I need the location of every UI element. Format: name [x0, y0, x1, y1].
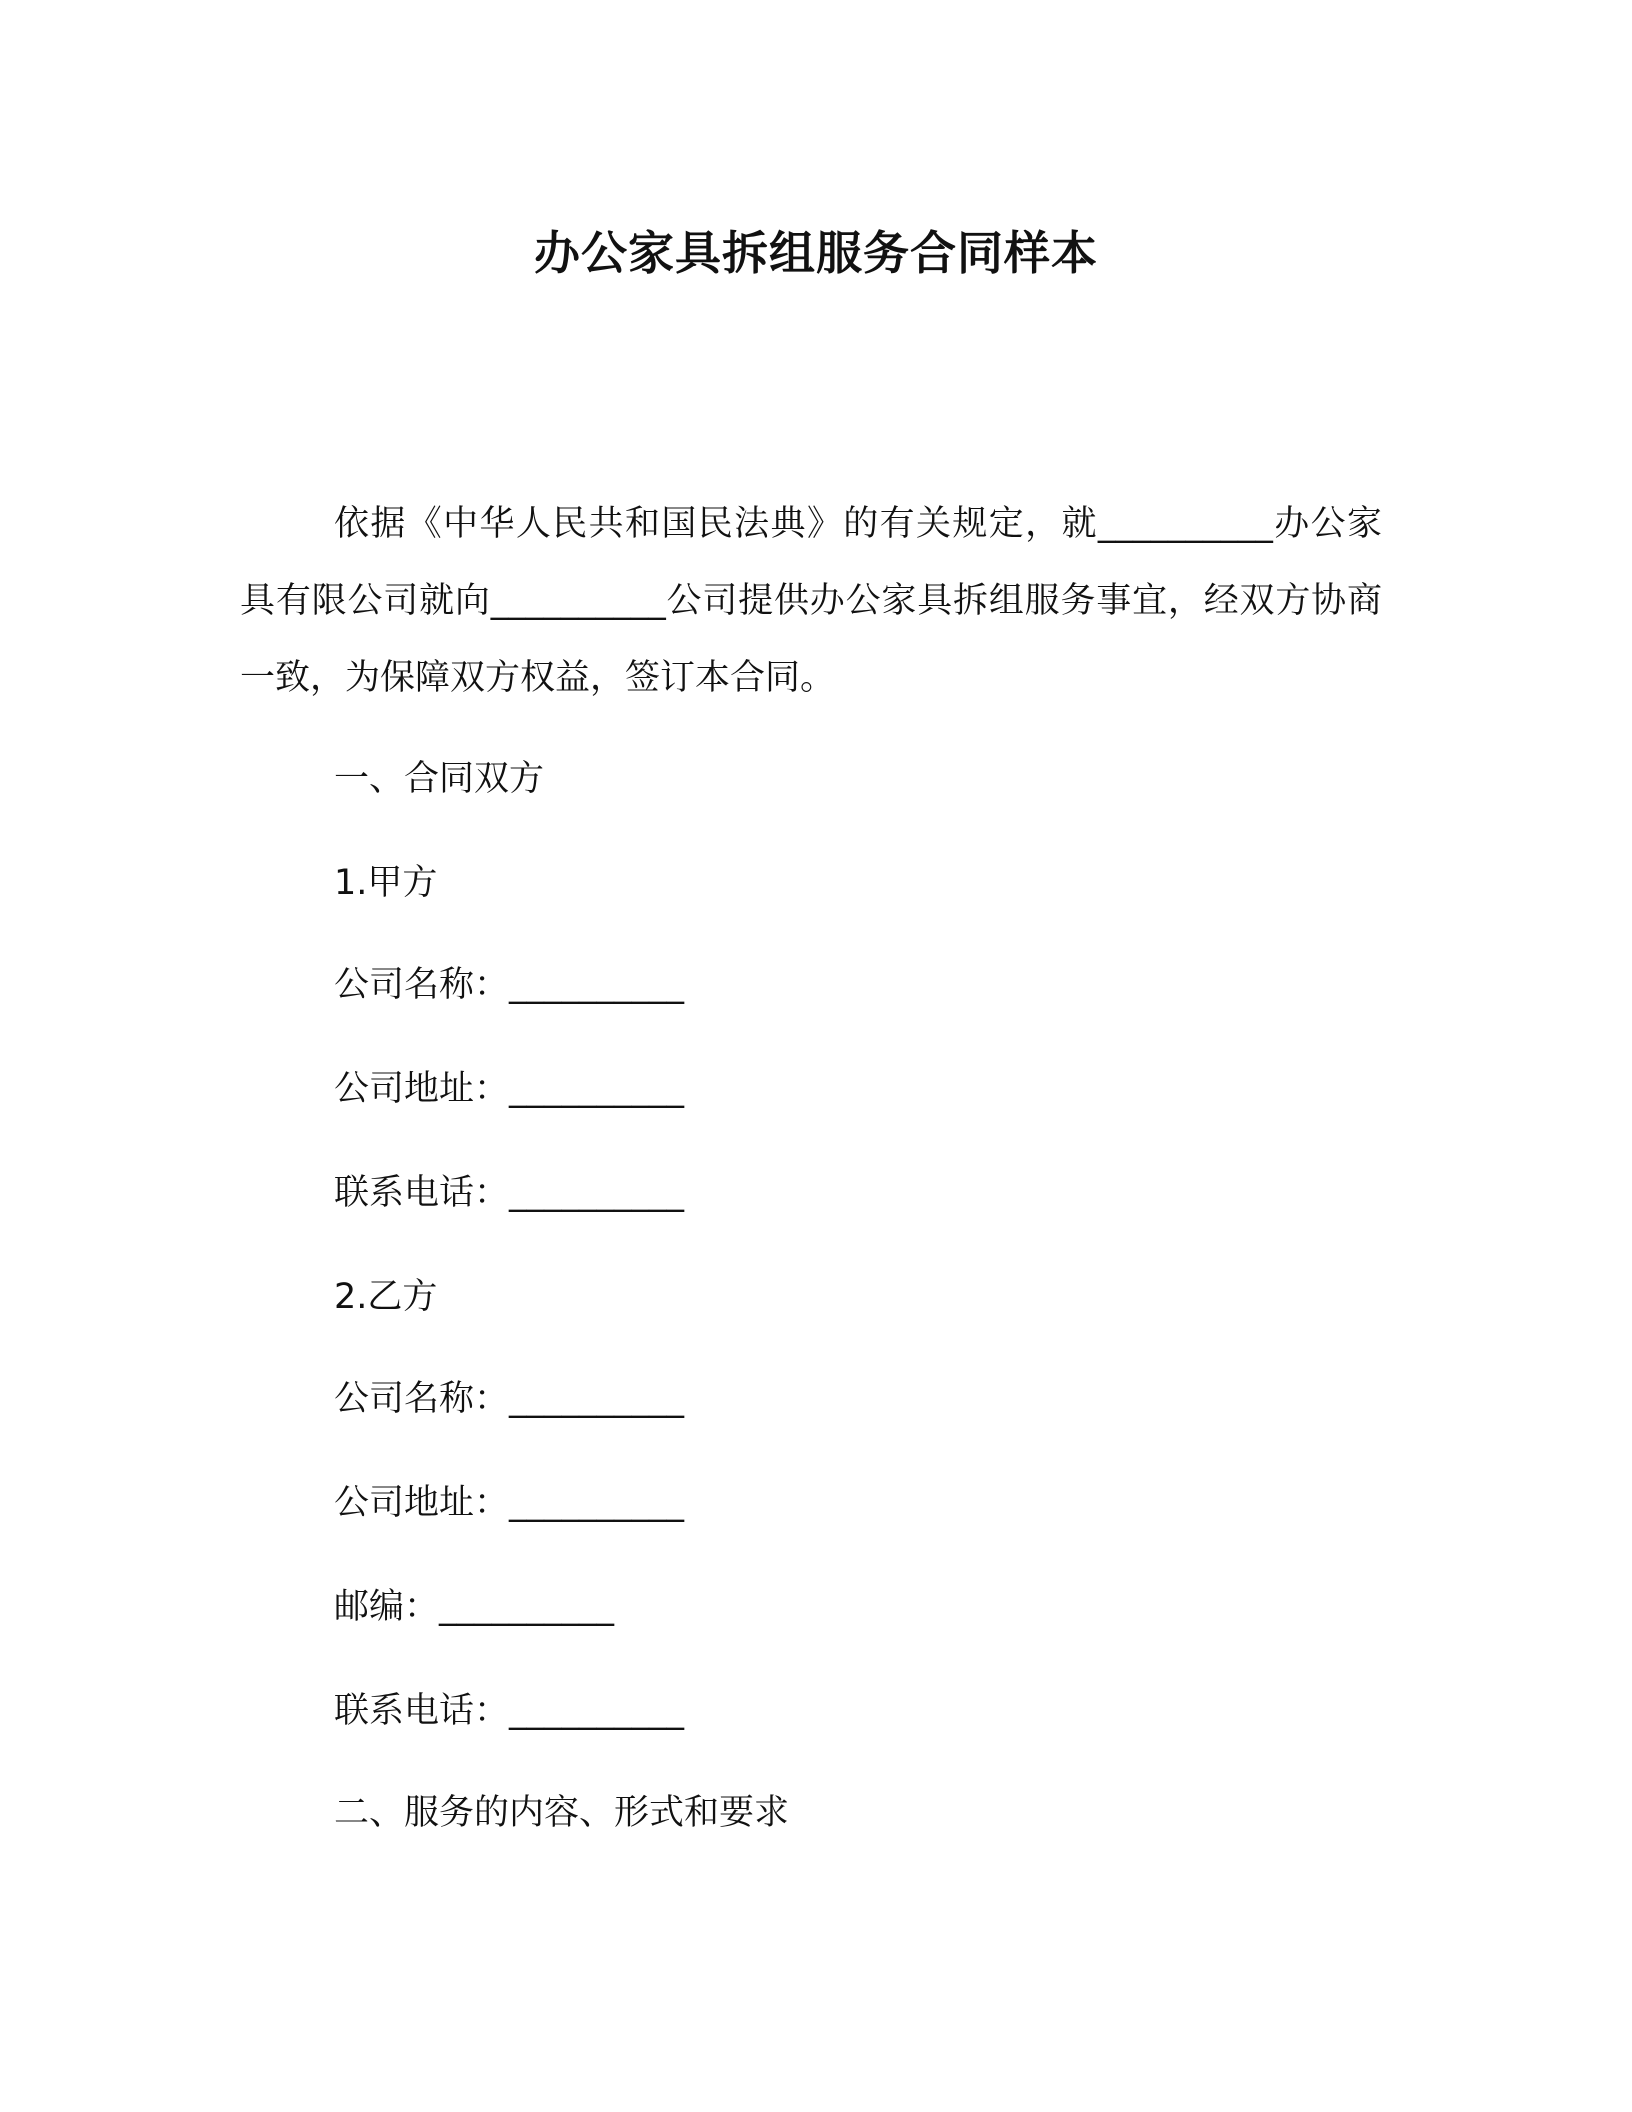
party-b-heading: 2.乙方	[334, 1277, 438, 1317]
document-title: 办公家具拆组服务合同样本	[534, 226, 1098, 280]
party-b-postcode: 邮编：__________	[334, 1587, 615, 1627]
section-heading-parties: 一、合同双方	[334, 759, 545, 799]
intro-paragraph: 依据《中华人民共和国民法典》的有关规定，就__________办公家具有限公司就向__________公司提供办公家具拆组服务事宜，经双方协商一致，为保障双方权益，签订本合同。	[240, 504, 1382, 698]
party-b-company-name: 公司名称：__________	[334, 1379, 685, 1419]
party-b-phone: 联系电话：__________	[334, 1691, 685, 1731]
party-a-company-address: 公司地址：__________	[334, 1069, 685, 1109]
party-a-phone: 联系电话：__________	[334, 1173, 685, 1213]
party-a-company-name: 公司名称：__________	[334, 965, 685, 1005]
party-a-heading: 1.甲方	[334, 863, 438, 903]
party-b-company-address: 公司地址：__________	[334, 1483, 685, 1523]
section-heading-service: 二、服务的内容、形式和要求	[334, 1793, 790, 1833]
